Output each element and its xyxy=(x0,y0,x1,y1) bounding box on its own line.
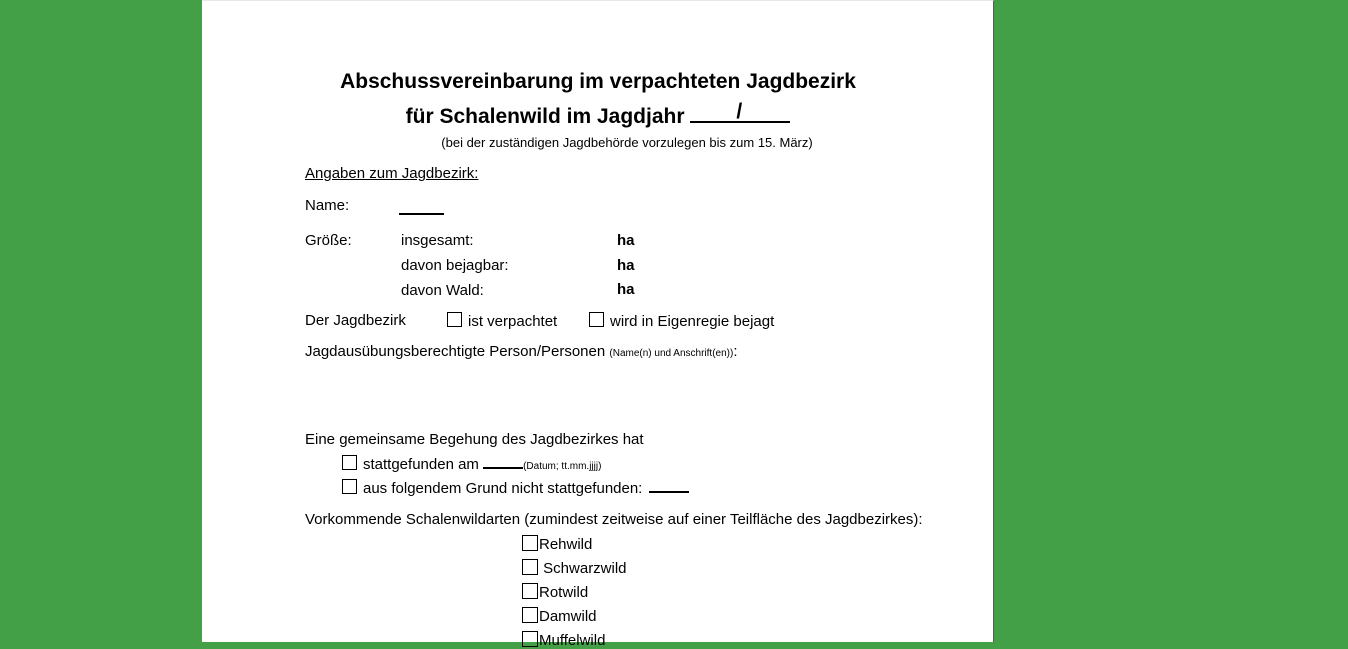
date-hint: (Datum; tt.mm.jjjj) xyxy=(523,461,602,472)
groesse-row-label: insgesamt: xyxy=(401,232,474,249)
species-label: Damwild xyxy=(539,608,597,625)
species-item-schwarzwild[interactable] xyxy=(522,559,627,577)
title-line2-text: für Schalenwild im Jagdjahr xyxy=(405,105,685,128)
status-option-verpachtet[interactable] xyxy=(447,312,557,330)
species-label: Schwarzwild xyxy=(539,560,627,577)
year-field[interactable] xyxy=(690,100,790,123)
begehung-option-nicht[interactable] xyxy=(342,479,689,497)
species-label: Rehwild xyxy=(539,536,593,553)
checkbox[interactable] xyxy=(342,479,357,494)
species-item-damwild[interactable] xyxy=(522,607,597,625)
document-title-line1: Abschussvereinbarung im verpachteten Jagdbezirk xyxy=(340,70,856,93)
species-item-muffelwild[interactable] xyxy=(522,631,605,649)
status-option-label: ist verpachtet xyxy=(468,313,558,330)
checkbox[interactable] xyxy=(522,631,538,647)
year-separator: / xyxy=(736,100,743,123)
document-page xyxy=(202,0,994,649)
begehung-option2-label: aus folgendem Grund nicht stattgefunden: xyxy=(363,480,643,497)
begehung-option1-label: stattgefunden am xyxy=(363,456,479,473)
species-item-rehwild[interactable] xyxy=(522,535,592,553)
groesse-row-unit: ha xyxy=(617,257,635,274)
checkbox[interactable] xyxy=(342,455,357,470)
checkbox[interactable] xyxy=(522,607,538,623)
status-label: Der Jagdbezirk xyxy=(305,312,406,329)
groesse-row-unit: ha xyxy=(617,232,635,249)
species-label: Muffelwild xyxy=(539,632,606,649)
groesse-row-label: davon bejagbar: xyxy=(401,257,509,274)
checkbox[interactable] xyxy=(522,583,538,599)
name-label: Name: xyxy=(305,197,350,214)
checkbox[interactable] xyxy=(522,559,538,575)
persons-hint: (Name(n) und Anschrift(en)) xyxy=(609,348,734,359)
checkbox[interactable] xyxy=(589,312,604,327)
persons-label-line xyxy=(305,343,738,360)
begehung-question: Eine gemeinsame Begehung des Jagdbezirkes hat xyxy=(305,431,644,448)
document-title-line2 xyxy=(202,100,994,129)
checkbox[interactable] xyxy=(522,535,538,551)
persons-label: Jagdausübungsberechtigte Person/Personen xyxy=(305,343,606,360)
persons-colon: : xyxy=(733,343,738,360)
groesse-row-label: davon Wald: xyxy=(401,282,484,299)
species-label: Rotwild xyxy=(539,584,589,601)
groesse-row-unit: ha xyxy=(617,281,635,298)
date-field[interactable] xyxy=(483,455,523,469)
name-field[interactable] xyxy=(399,199,444,215)
status-option-label: wird in Eigenregie bejagt xyxy=(610,313,775,330)
section-heading-jagdbezirk: Angaben zum Jagdbezirk: xyxy=(305,165,479,182)
wild-question: Vorkommende Schalenwildarten (zumindest zeitweise auf einer Teilfläche des Jagdbezirkes): xyxy=(305,511,923,528)
persons-field[interactable] xyxy=(305,363,945,423)
groesse-label: Größe: xyxy=(305,232,352,249)
species-item-rotwild[interactable] xyxy=(522,583,588,601)
reason-field[interactable] xyxy=(649,479,689,493)
begehung-option-stattgefunden[interactable] xyxy=(342,455,601,473)
document-subtitle: (bei der zuständigen Jagdbehörde vorzulegen bis zum 15. März) xyxy=(441,135,813,150)
status-option-eigenregie[interactable] xyxy=(589,312,774,330)
checkbox[interactable] xyxy=(447,312,462,327)
